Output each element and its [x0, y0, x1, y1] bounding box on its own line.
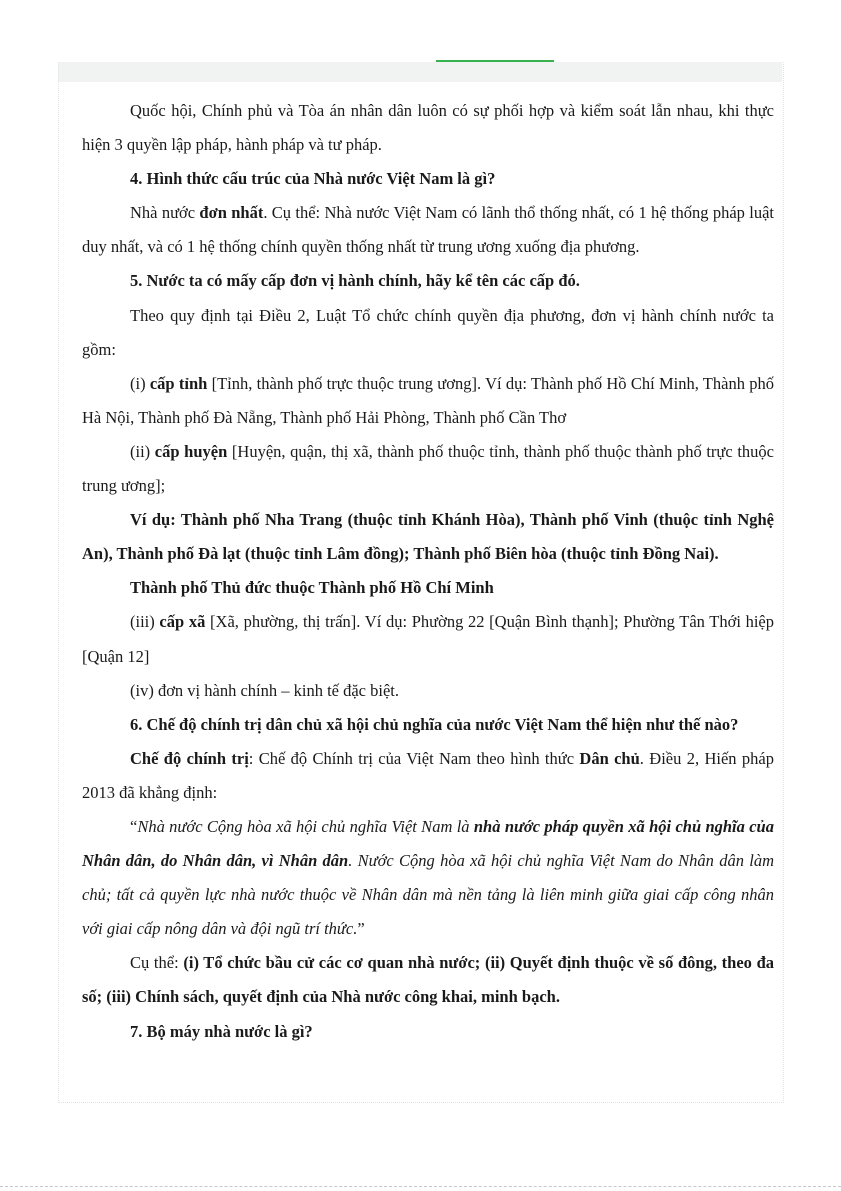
thu-duc-note: Thành phố Thủ đức thuộc Thành phố Hồ Chí Minh: [130, 578, 494, 598]
level-district-term: cấp huyện: [154, 441, 228, 461]
level-district: [82, 435, 774, 503]
quote-part-1: Nhà nước Cộng hòa xã hội chủ nghĩa Việt Nam là: [137, 816, 474, 836]
page-bottom-divider: [0, 1186, 841, 1187]
intro-text: Quốc hội, Chính phủ và Tòa án nhân dân luôn có sự phối hợp và kiểm soát lẫn nhau, khi thực hiện 3 quyền lập pháp, hành pháp và tư pháp.: [82, 101, 774, 155]
quote-open: “: [130, 816, 138, 836]
question-6-heading: 6. Chế độ chính trị dân chủ xã hội chủ nghĩa của nước Việt Nam thể hiện như thế nào?: [130, 714, 739, 734]
constitution-quote: [82, 810, 774, 946]
specifics-list: (i) Tổ chức bầu cử các cơ quan nhà nước; (ii) Quyết định thuộc về số đông, theo đa số; (iii) Chính sách, quyết định của Nhà nước công khai, minh bạch.: [82, 953, 775, 1007]
question-5-intro: Theo quy định tại Điều 2, Luật Tổ chức chính quyền địa phương, đơn vị hành chính nước ta gồm:: [82, 305, 774, 359]
document-body: [82, 94, 774, 1049]
q4-text-start: Nhà nước: [130, 203, 200, 223]
quote-emphasis: nhà nước pháp quyền xã hội chủ nghĩa của Nhân dân, do Nhân dân, vì Nhân dân: [82, 816, 774, 871]
level-commune-prefix: (iii): [130, 612, 160, 632]
level-special: (iv) đơn vị hành chính – kinh tế đặc biệt.: [130, 680, 399, 700]
question-5-heading: 5. Nước ta có mấy cấp đơn vị hành chính, hãy kể tên các cấp đó.: [130, 271, 580, 291]
quote-part-2: . Nước Cộng hòa xã hội chủ nghĩa Việt Nam do Nhân dân làm chủ; tất cả quyền lực nhà nước thuộc về Nhân dân mà nền tảng là liên minh giữa giai cấp công nhân với giai cấp nông dân và đội ngũ trí thức.: [82, 851, 774, 939]
q4-bold-term: đơn nhất: [199, 203, 264, 223]
regime-text: : Chế độ Chính trị của Việt Nam theo hình thức: [248, 748, 580, 768]
level-province-text: [Tỉnh, thành phố trực thuộc trung ương]. Ví dụ: Thành phố Hồ Chí Minh, Thành phố Hà Nội, Thành phố Đà Nẵng, Thành phố Hải Phòng, Thành phố Cần Thơ: [82, 373, 774, 427]
quote-close: ”: [357, 919, 365, 939]
level-district-prefix: (ii): [130, 441, 155, 461]
regime-term: Chế độ chính trị: [130, 748, 249, 768]
level-province-term: cấp tỉnh: [149, 373, 208, 393]
regime-text-end: . Điều 2, Hiến pháp 2013 đã khẳng định:: [82, 748, 774, 802]
level-commune-term: cấp xã: [159, 612, 206, 632]
level-province-prefix: (i): [130, 373, 150, 393]
district-examples: Ví dụ: Thành phố Nha Trang (thuộc tỉnh Khánh Hòa), Thành phố Vinh (thuộc tỉnh Nghệ An), Thành phố Đà lạt (thuộc tỉnh Lâm đồng); Thành phố Biên hòa (thuộc tỉnh Đồng Nai).: [82, 510, 774, 564]
specifics-prefix: Cụ thể:: [130, 953, 184, 973]
level-district-text: [Huyện, quận, thị xã, thành phố thuộc tỉnh, thành phố thuộc thành phố trực thuộc trung ương];: [82, 441, 774, 496]
q4-text-rest: . Cụ thể: Nhà nước Việt Nam có lãnh thổ thống nhất, có 1 hệ thống pháp luật duy nhất, và có 1 hệ thống chính quyền thống nhất từ trung ương xuống địa phương.: [82, 203, 774, 257]
level-province: [82, 367, 774, 435]
question-4-heading: 4. Hình thức cấu trúc của Nhà nước Việt Nam là gì?: [130, 169, 496, 189]
question-4-answer: [82, 196, 774, 264]
question-7-heading: 7. Bộ máy nhà nước là gì?: [130, 1021, 313, 1041]
level-commune-text: [Xã, phường, thị trấn]. Ví dụ: Phường 22 [Quận Bình thạnh]; Phường Tân Thới hiệp [Quận 12]: [82, 612, 775, 666]
question-6-answer: [82, 742, 774, 810]
specifics: [82, 946, 774, 1014]
paragraph-intro: [82, 94, 774, 162]
democracy-term: Dân chủ: [579, 748, 640, 768]
level-commune: [82, 605, 774, 673]
